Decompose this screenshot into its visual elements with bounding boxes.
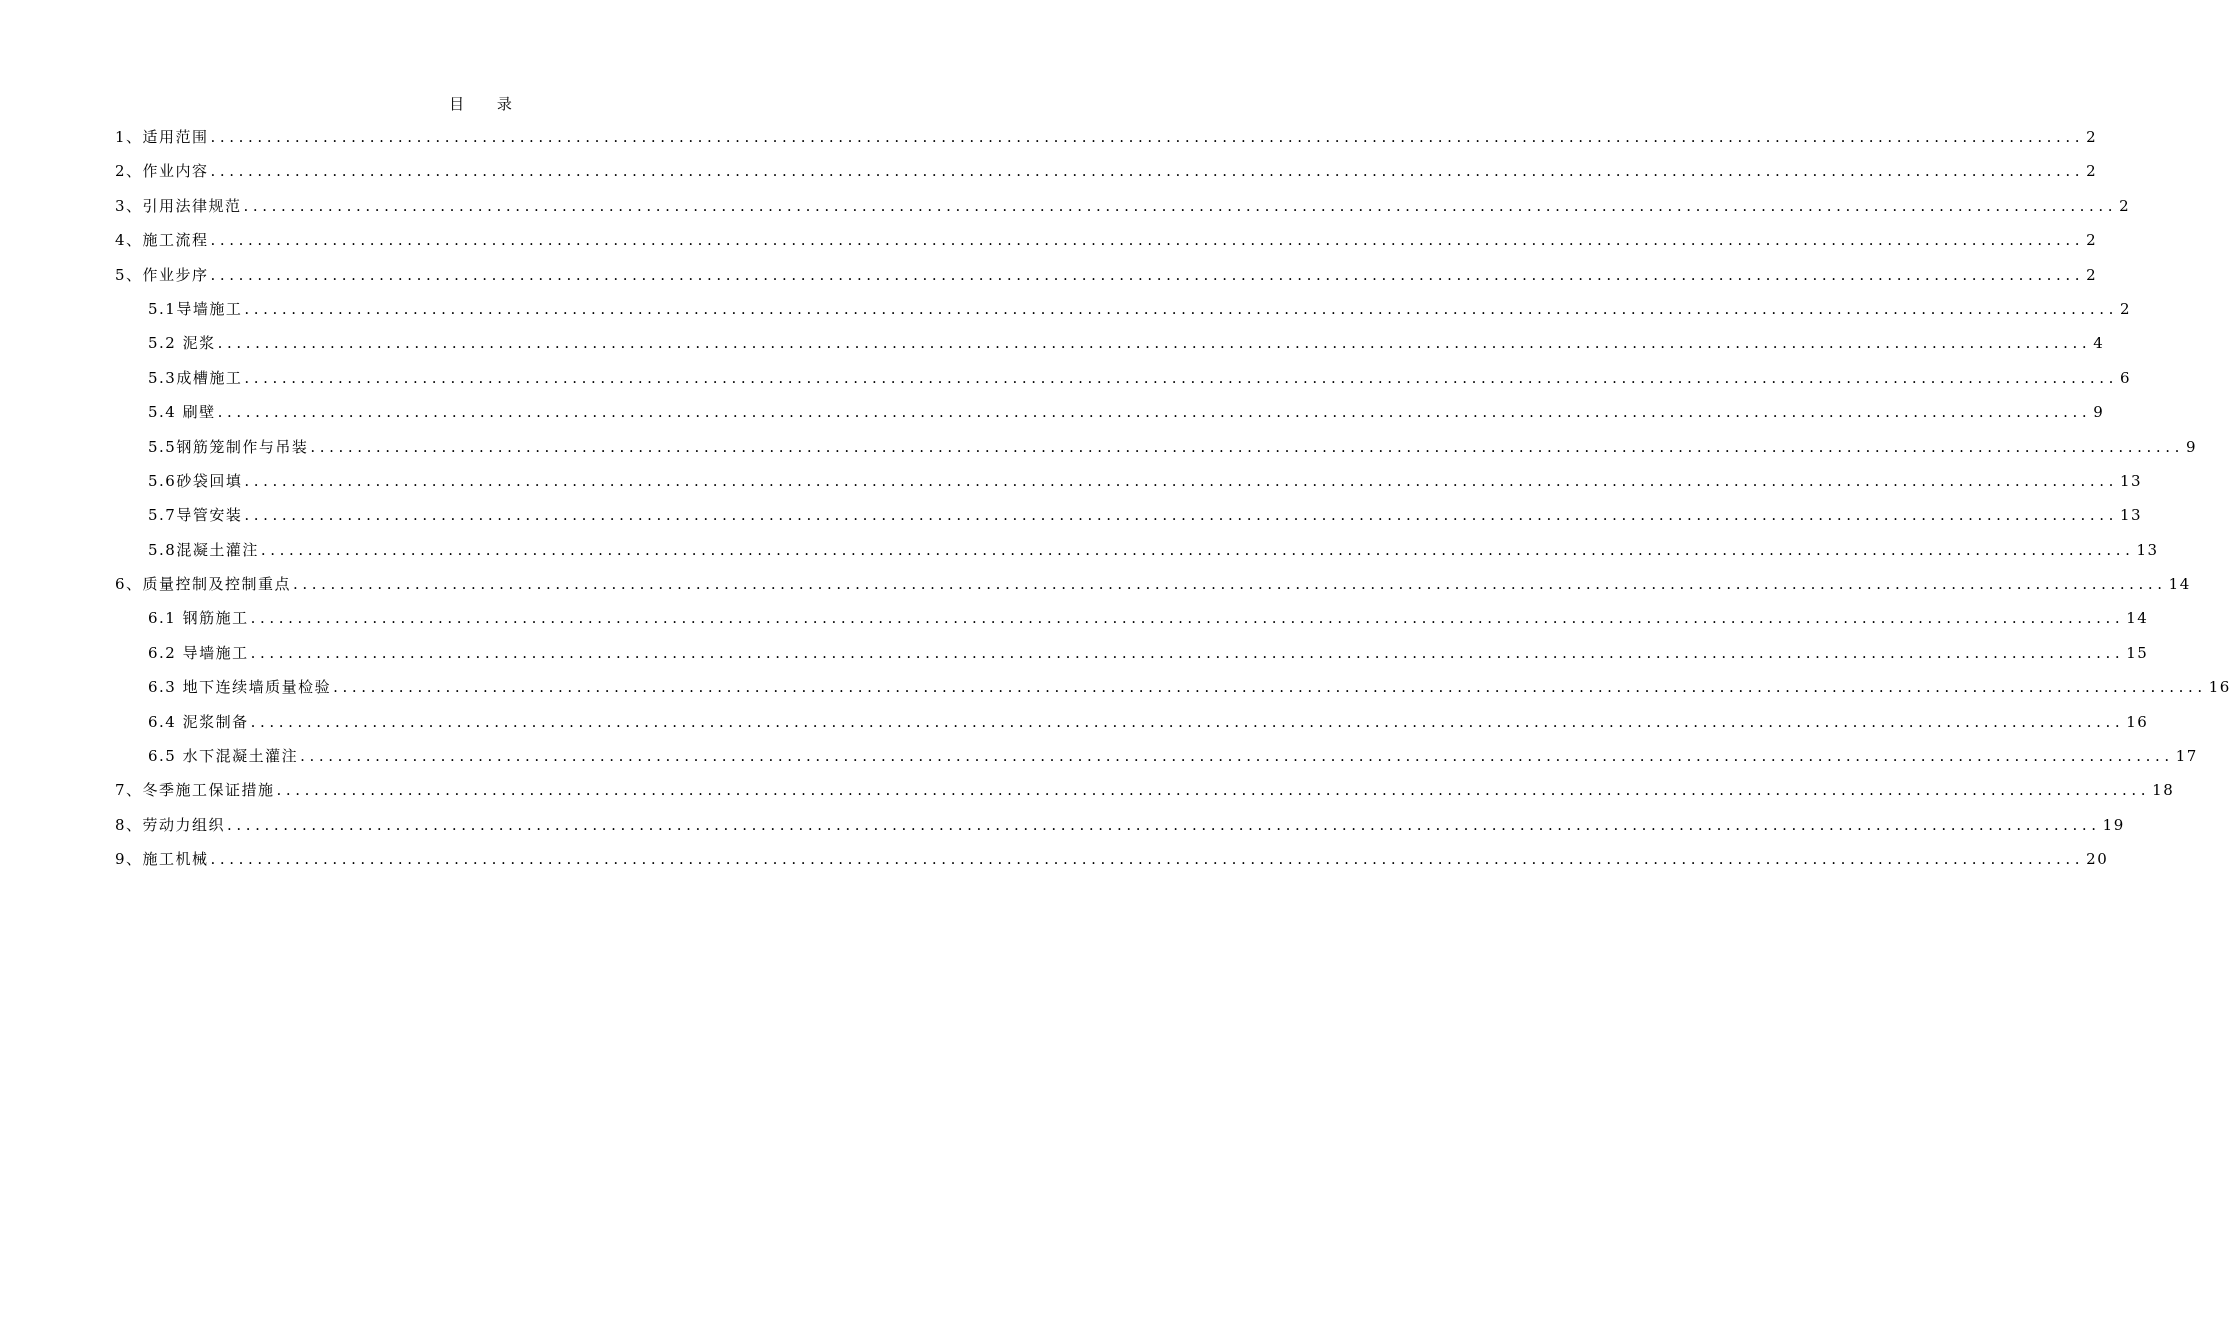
toc-entry-label: 6、质量控制及控制重点: [115, 575, 292, 594]
toc-leader-dots: ........................................................................................................................................................................................................: [244, 299, 2118, 318]
toc-entry-page: 14: [2168, 575, 2191, 594]
toc-leader-dots: ........................................................................................................................................................................................................: [260, 540, 2135, 559]
toc-entry-label: 6.1 钢筋施工: [148, 609, 249, 628]
toc-entry-page: 13: [2119, 471, 2143, 490]
toc-entry[interactable]: [115, 366, 2132, 400]
toc-leader-dots: ........................................................................................................................................................................................................: [250, 712, 2125, 731]
toc-leader-dots: ........................................................................................................................................................................................................: [243, 196, 2118, 215]
toc-entry[interactable]: [115, 125, 2098, 159]
toc-entry[interactable]: [115, 435, 2198, 469]
toc-entry-label: 9、施工机械: [115, 850, 209, 869]
toc-entry-label: 8、劳动力组织: [115, 815, 226, 834]
toc-entry[interactable]: [115, 744, 2198, 778]
toc-entry-label: 6.3 地下连续墙质量检验: [148, 678, 332, 697]
toc-leader-dots: ........................................................................................................................................................................................................: [250, 609, 2125, 628]
toc-entry-label: 6.4 泥浆制备: [148, 712, 249, 731]
toc-entry-page: 4: [2093, 334, 2105, 353]
toc-leader-dots: ........................................................................................................................................................................................................: [210, 128, 2085, 146]
toc-entry-label: 5、作业步序: [115, 265, 209, 284]
toc-entry-label: 2、作业内容: [115, 162, 209, 181]
toc-entry-page: 9: [2093, 403, 2105, 422]
toc-leader-dots: ........................................................................................................................................................................................................: [210, 162, 2085, 181]
toc-entry-page: 17: [2175, 747, 2198, 766]
toc-entry[interactable]: [115, 572, 2191, 606]
toc-entry[interactable]: [115, 675, 2231, 709]
toc-entry-page: 18: [2152, 781, 2175, 800]
toc-entry[interactable]: [115, 641, 2149, 675]
toc-entry[interactable]: [115, 263, 2098, 297]
toc-entry-label: 5.3成槽施工: [148, 368, 243, 387]
toc-entry-page: 20: [2086, 850, 2109, 869]
toc-entry-label: 5.2 泥浆: [148, 334, 216, 353]
toc-entry[interactable]: [115, 503, 2143, 537]
toc-entry-label: 6.5 水下混凝土灌注: [148, 747, 299, 766]
toc-title: 目 录: [449, 95, 526, 113]
toc-entry[interactable]: [115, 159, 2098, 193]
toc-entry-label: 5.4 刷壁: [148, 403, 216, 422]
toc-leader-dots: ........................................................................................................................................................................................................: [210, 231, 2085, 250]
toc-entry-page: 15: [2126, 643, 2149, 662]
toc-list: [115, 125, 2231, 882]
toc-leader-dots: ........................................................................................................................................................................................................: [300, 747, 2174, 766]
toc-entry[interactable]: [115, 194, 2131, 228]
toc-entry-page: 19: [2102, 815, 2125, 834]
toc-entry-page: 2: [2086, 265, 2098, 284]
toc-entry-page: 13: [2119, 506, 2143, 525]
toc-entry[interactable]: [115, 778, 2175, 812]
toc-entry-page: 16: [2208, 678, 2231, 697]
toc-leader-dots: ........................................................................................................................................................................................................: [244, 506, 2118, 525]
toc-entry-label: 5.7导管安装: [148, 506, 243, 525]
toc-leader-dots: ........................................................................................................................................................................................................: [276, 781, 2151, 800]
toc-leader-dots: ........................................................................................................................................................................................................: [293, 575, 2167, 594]
toc-leader-dots: ........................................................................................................................................................................................................: [244, 471, 2118, 490]
toc-entry[interactable]: [115, 400, 2105, 434]
toc-entry[interactable]: [115, 469, 2143, 503]
toc-entry-label: 4、施工流程: [115, 231, 209, 250]
toc-entry[interactable]: [115, 710, 2149, 744]
toc-entry-page: 13: [2136, 540, 2159, 559]
toc-leader-dots: ........................................................................................................................................................................................................: [217, 334, 2092, 353]
toc-entry-label: 5.5钢筋笼制作与吊装: [148, 437, 309, 456]
toc-entry-page: 2: [2086, 162, 2098, 181]
toc-entry-page: 2: [2086, 231, 2098, 250]
toc-leader-dots: ........................................................................................................................................................................................................: [333, 678, 2207, 697]
toc-entry[interactable]: [115, 331, 2105, 365]
toc-entry-label: 5.6砂袋回填: [148, 471, 243, 490]
toc-leader-dots: ........................................................................................................................................................................................................: [210, 850, 2085, 869]
toc-entry-label: 5.1导墙施工: [148, 299, 243, 318]
toc-leader-dots: ........................................................................................................................................................................................................: [227, 815, 2101, 834]
toc-leader-dots: ........................................................................................................................................................................................................: [210, 265, 2085, 284]
toc-entry[interactable]: [115, 606, 2149, 640]
toc-entry-label: 1、适用范围: [115, 128, 209, 146]
toc-leader-dots: ........................................................................................................................................................................................................: [244, 368, 2118, 387]
toc-entry-page: 14: [2126, 609, 2149, 628]
toc-leader-dots: ........................................................................................................................................................................................................: [250, 643, 2125, 662]
toc-entry[interactable]: [115, 297, 2132, 331]
toc-leader-dots: ........................................................................................................................................................................................................: [310, 437, 2184, 456]
toc-entry-label: 7、冬季施工保证措施: [115, 781, 275, 800]
toc-entry-page: 6: [2119, 368, 2132, 387]
toc-entry[interactable]: [115, 813, 2125, 847]
toc-entry[interactable]: [115, 228, 2098, 262]
toc-entry-page: 2: [2119, 196, 2131, 215]
toc-entry[interactable]: [115, 847, 2109, 881]
toc-entry-page: 16: [2126, 712, 2149, 731]
toc-entry-page: 2: [2086, 128, 2098, 146]
toc-leader-dots: ........................................................................................................................................................................................................: [217, 403, 2092, 422]
toc-entry-label: 3、引用法律规范: [115, 196, 242, 215]
toc-entry-page: 9: [2185, 437, 2198, 456]
toc-entry-label: 6.2 导墙施工: [148, 643, 249, 662]
toc-entry-page: 2: [2119, 299, 2132, 318]
toc-entry[interactable]: [115, 538, 2159, 572]
toc-entry-label: 5.8混凝土灌注: [148, 540, 259, 559]
